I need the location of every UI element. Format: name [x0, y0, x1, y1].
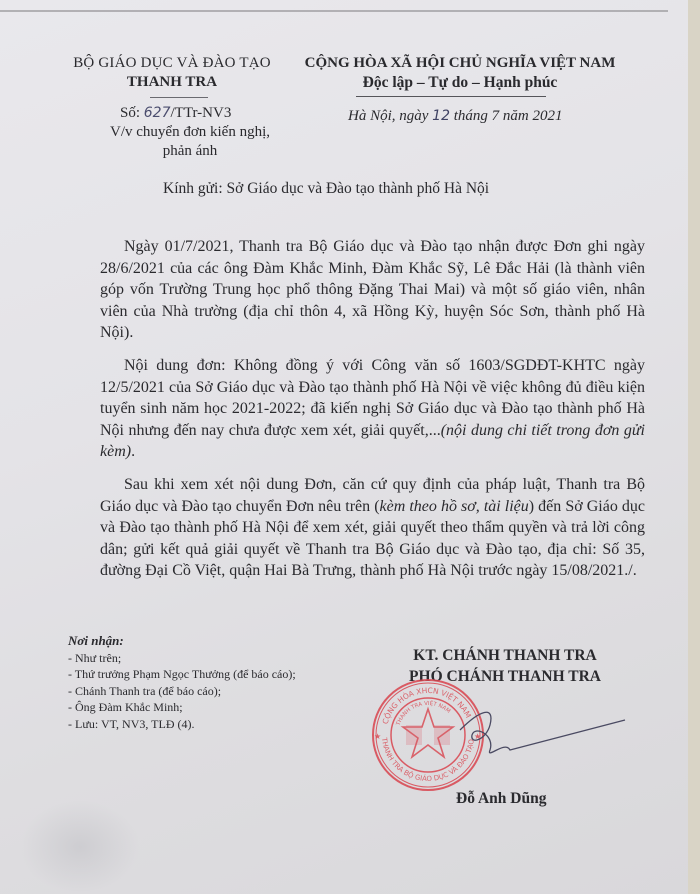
country-name: CỘNG HÒA XÃ HỘI CHỦ NGHĨA VIỆT NAM	[304, 55, 616, 71]
paragraph-3-text-a: Sau khi xem xét nội dung Đơn, căn cứ quy định của pháp luật, Thanh tra Bộ Giáo dục và Đào tạo chuyển Đơn nêu trên (	[100, 475, 645, 515]
national-header	[300, 54, 620, 92]
recipient-item: - Ông Đàm Khắc Minh;	[68, 700, 183, 714]
header-divider-left	[150, 97, 208, 98]
handwritten-day: 12	[432, 108, 450, 124]
svg-text:THANH TRA BỘ GIÁO DỤC VÀ ĐÀO T: THANH TRA BỘ GIÁO DỤC VÀ ĐÀO TẠO	[380, 737, 476, 784]
page-top-edge	[0, 10, 668, 12]
addressee-line: Kính gửi: Sở Giáo dục và Đào tạo thành phố Hà Nội	[163, 180, 490, 197]
ministry-name: BỘ GIÁO DỤC VÀ ĐÀO TẠO	[73, 55, 271, 71]
department-name: THANH TRA	[126, 74, 218, 90]
recipients-title: Nơi nhận:	[68, 633, 124, 648]
date-prefix: Hà Nội, ngày	[348, 108, 433, 124]
handwritten-signature-icon	[450, 700, 630, 770]
svg-text:★: ★	[374, 732, 382, 741]
signatory-title-line-2: PHÓ CHÁNH THANH TRA	[409, 668, 601, 685]
handwritten-number: 627	[143, 105, 171, 121]
number-suffix: /TTr-NV3	[170, 105, 232, 121]
recipient-item: - Như trên;	[68, 650, 122, 665]
issuing-agency-header	[62, 54, 282, 92]
body-paragraph-3	[100, 474, 645, 582]
date-suffix: tháng 7 năm 2021	[450, 108, 563, 124]
recipient-item: - Thứ trưởng Phạm Ngọc Thưởng (để báo cáo);	[68, 667, 296, 681]
signer-name: Đỗ Anh Dũng	[456, 790, 547, 807]
document-date	[348, 108, 563, 125]
document-number	[120, 104, 231, 123]
paragraph-2-text: Nội dung đơn: Không đồng ý với Công văn số 1603/SGDĐT-KHTC ngày 12/5/2021 của Sở Giáo dục và Đào tạo thành phố Hà Nội về việc không đủ điều kiện tuyển sinh năm học 2021-2022; đã kiến nghị Sở Giáo dục và Đào tạo thành phố Hà Nội nhưng đến nay chưa được xem xét, giải quyết,...	[100, 356, 645, 439]
letter-body	[100, 236, 645, 593]
svg-text:THANH TRA VIỆT NAM: THANH TRA VIỆT NAM	[395, 700, 452, 727]
recipients-list	[68, 633, 296, 732]
svg-text:CỘNG HÒA XHCN VIỆT NAM: CỘNG HÒA XHCN VIỆT NAM	[380, 685, 473, 726]
svg-text:★: ★	[474, 732, 482, 741]
recipient-item: - Lưu: VT, NV3, TLĐ (4).	[68, 716, 195, 731]
document-subject: V/v chuyển đơn kiến nghị, phản ánh	[110, 124, 270, 159]
body-paragraph-2	[100, 355, 645, 463]
signatory-title-line-1: KT. CHÁNH THANH TRA	[413, 647, 597, 664]
paragraph-2-italic: (nội dung chi tiết trong đơn gửi kèm)	[100, 421, 645, 461]
recipient-item: - Chánh Thanh tra (để báo cáo);	[68, 683, 222, 698]
body-paragraph-1: Ngày 01/7/2021, Thanh tra Bộ Giáo dục và Đào tạo nhận được Đơn ghi ngày 28/6/2021 của các ông Đàm Khắc Minh, Đàm Khắc Sỹ, Lê Đắc Hải (là thành viên góp vốn Trường Trung học phổ thông Đặng Thai Mai) và một số giáo viên, nhân viên của Nhà trường (địa chỉ thôn 4, xã Hồng Kỳ, huyện Sóc Sơn, thành phố Hà Nội).	[100, 238, 645, 342]
national-motto: Độc lập – Tự do – Hạnh phúc	[362, 74, 558, 91]
paragraph-2-end: .	[131, 443, 136, 461]
paragraph-3-italic: kèm theo hồ sơ, tài liệu	[379, 497, 529, 515]
page-shadow	[20, 800, 140, 894]
header-divider-right	[356, 96, 546, 97]
paragraph-3-text-b: ) đến Sở Giáo dục và Đào tạo thành phố Hà Nội để xem xét, giải quyết theo thẩm quyền và trả lời công dân; gửi kết quả giải quyết về Thanh tra Bộ Giáo dục và Đào tạo, địa chỉ: Số 35, đường Đại Cồ Việt, quận Hai Bà Trưng, thành phố Hà Nội trước ngày 15/08/2021./.	[100, 497, 646, 580]
number-prefix: Số:	[120, 105, 144, 121]
